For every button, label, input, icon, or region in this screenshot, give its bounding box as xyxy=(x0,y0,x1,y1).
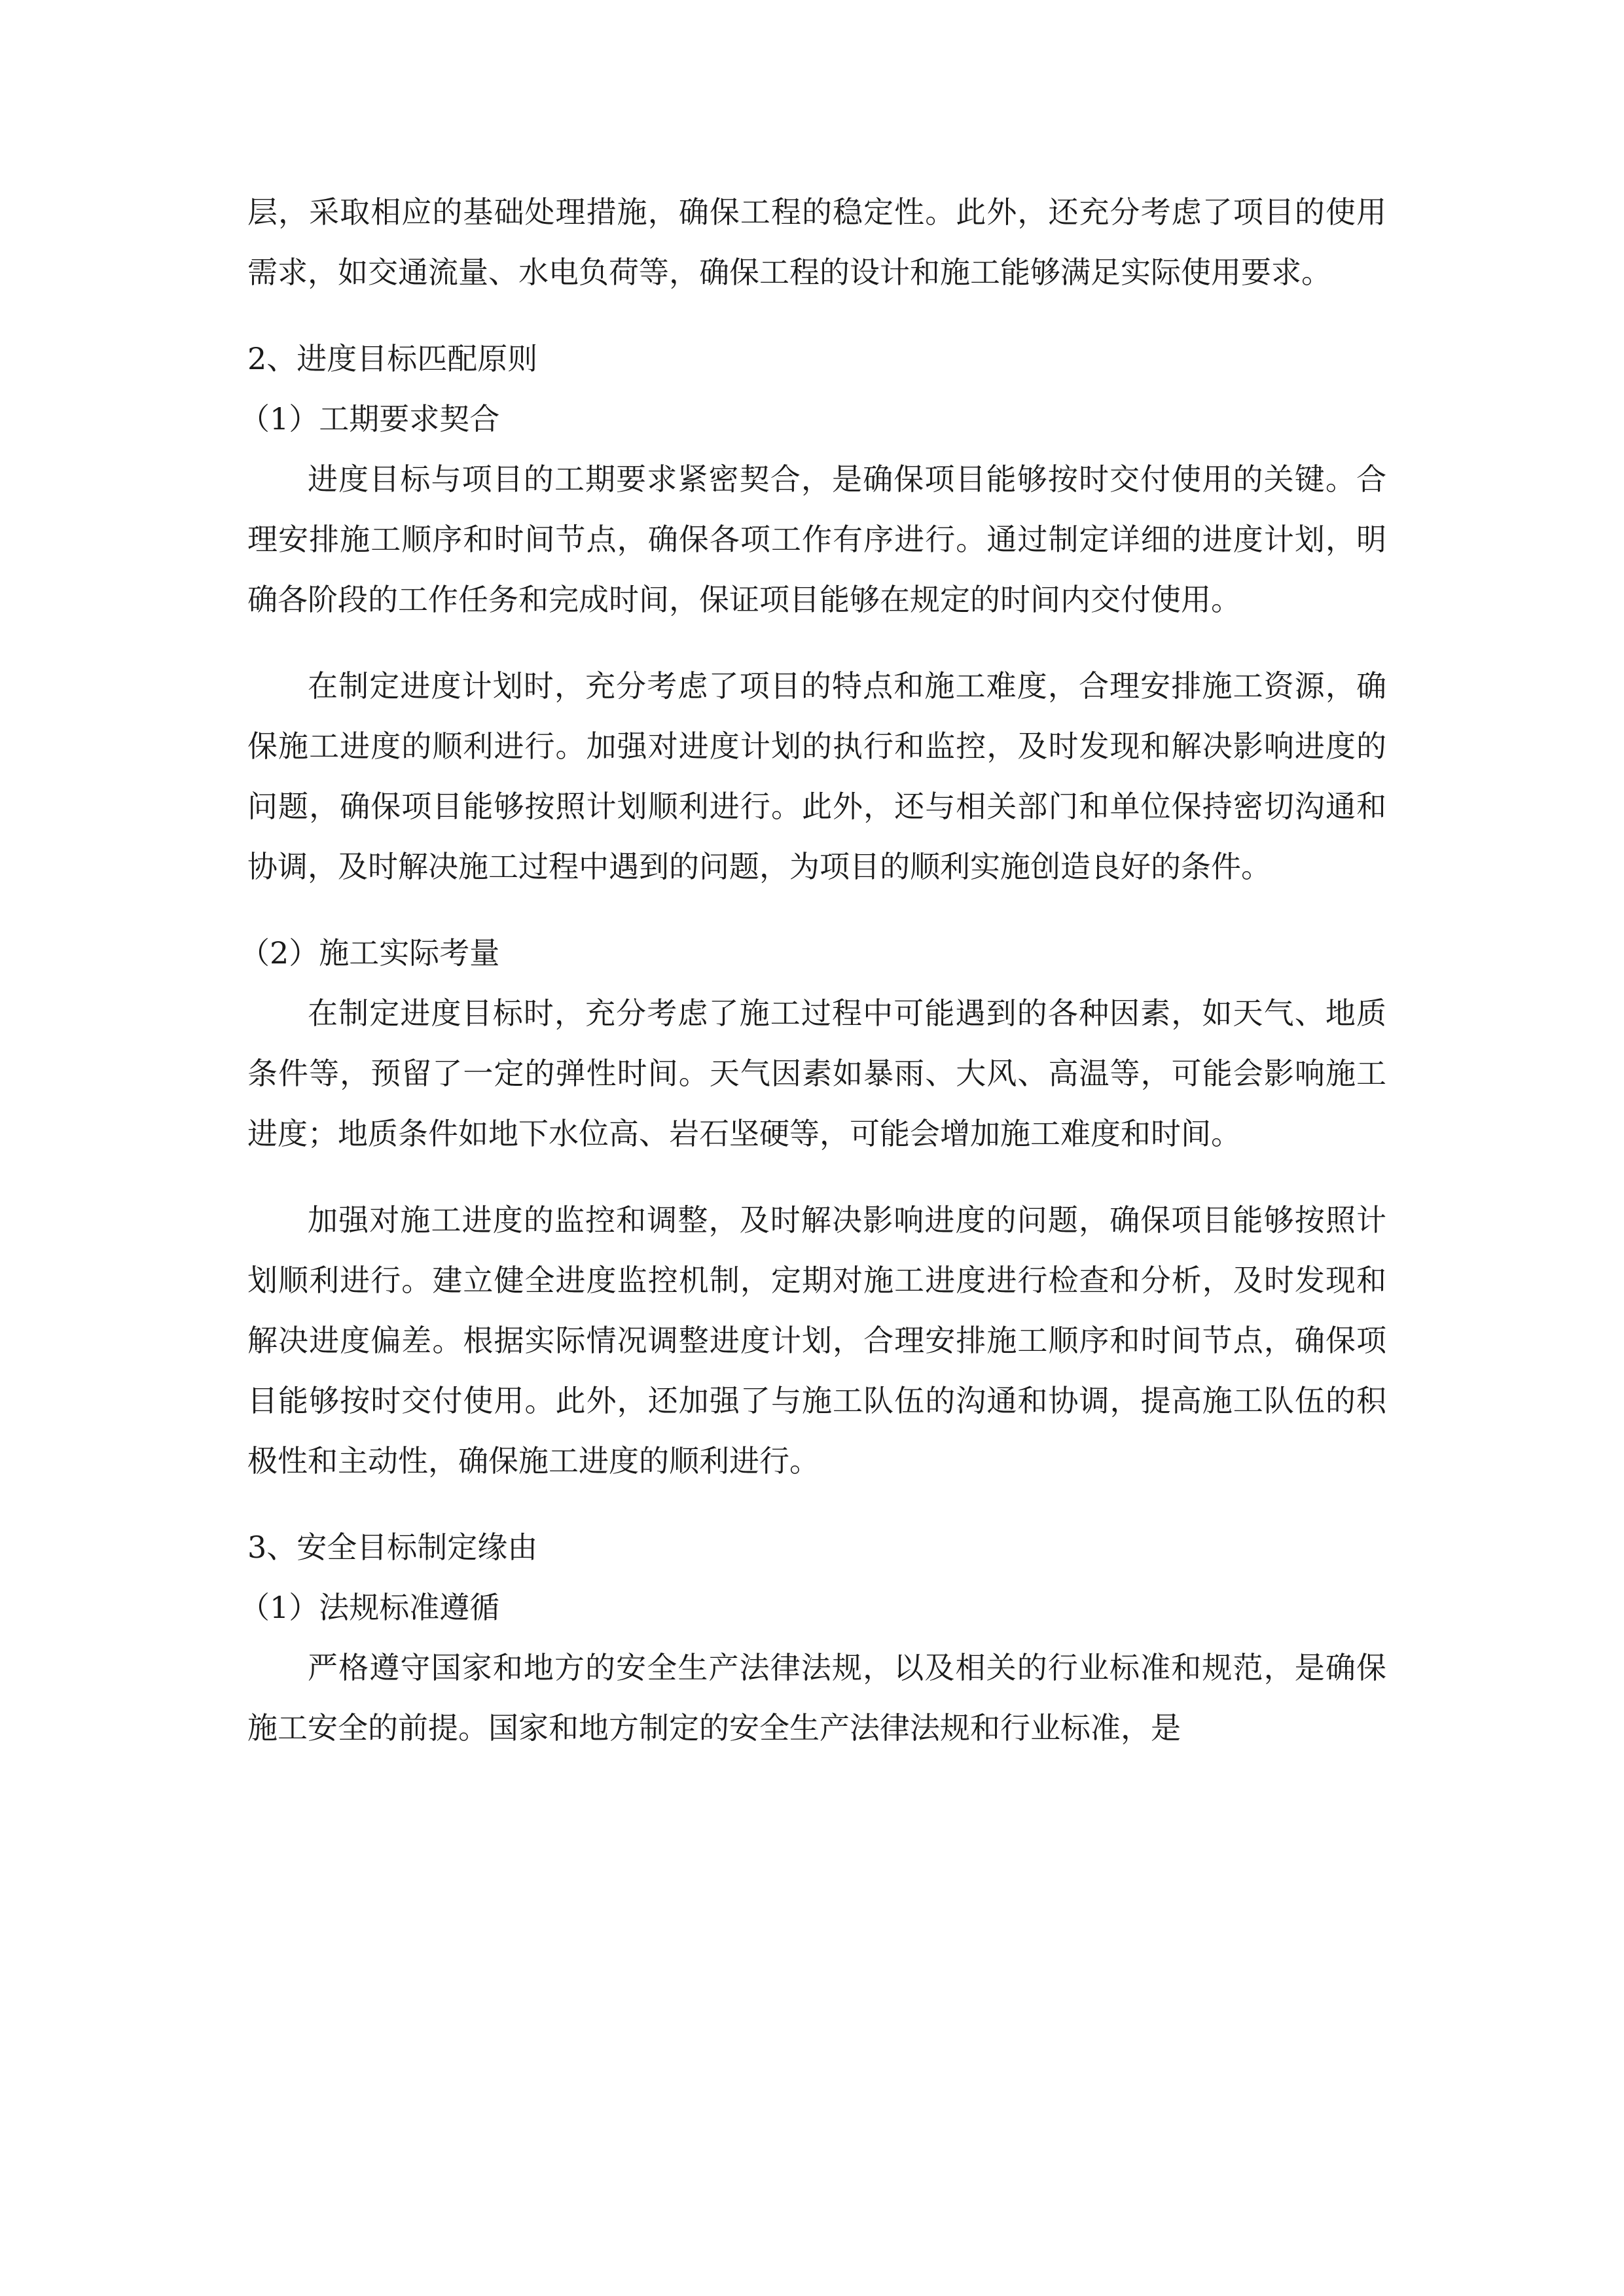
paragraph-schedule-2: 在制定进度计划时，充分考虑了项目的特点和施工难度，合理安排施工资源，确保施工进度的顺利进行。加强对进度计划的执行和监控，及时发现和解决影响进度的问题，确保项目能够按照计划顺利进行。此外，还与相关部门和单位保持密切沟通和协调，及时解决施工过程中遇到的问题，为项目的顺利实施创造良好的条件。 xyxy=(247,668,1386,884)
paragraph-construction-2: 加强对施工进度的监控和调整，及时解决影响进度的问题，确保项目能够按照计划顺利进行。建立健全进度监控机制，定期对施工进度进行检查和分析，及时发现和解决进度偏差。根据实际情况调整进度计划，合理安排施工顺序和时间节点，确保项目能够按时交付使用。此外，还加强了与施工队伍的沟通和协调，提高施工队伍的积极性和主动性，确保施工进度的顺利进行。 xyxy=(247,1202,1386,1479)
paragraph-regulations-1: 严格遵守国家和地方的安全生产法律法规，以及相关的行业标准和规范，是确保施工安全的前提。国家和地方制定的安全生产法律法规和行业标准，是 xyxy=(247,1650,1386,1746)
document-body xyxy=(240,182,1386,1784)
subsection-heading-construction: （2）施工实际考量 xyxy=(240,935,500,971)
paragraph-schedule-1: 进度目标与项目的工期要求紧密契合，是确保项目能够按时交付使用的关键。合理安排施工顺序和时间节点，确保各项工作有序进行。通过制定详细的进度计划，明确各阶段的工作任务和完成时间，保证项目能够在规定的时间内交付使用。 xyxy=(247,461,1386,617)
section-heading-safety: 3、安全目标制定缘由 xyxy=(247,1530,538,1565)
paragraph-intro: 层，采取相应的基础处理措施，确保工程的稳定性。此外，还充分考虑了项目的使用需求，如交通流量、水电负荷等，确保工程的设计和施工能够满足实际使用要求。 xyxy=(247,194,1386,290)
subsection-heading-schedule: （1）工期要求契合 xyxy=(240,401,500,437)
paragraph-construction-1: 在制定进度目标时，充分考虑了施工过程中可能遇到的各种因素，如天气、地质条件等，预留了一定的弹性时间。天气因素如暴雨、大风、高温等，可能会影响施工进度；地质条件如地下水位高、岩石坚硬等，可能会增加施工难度和时间。 xyxy=(247,996,1386,1151)
subsection-heading-regulations: （1）法规标准遵循 xyxy=(240,1590,500,1625)
section-heading-progress: 2、进度目标匹配原则 xyxy=(247,341,538,376)
